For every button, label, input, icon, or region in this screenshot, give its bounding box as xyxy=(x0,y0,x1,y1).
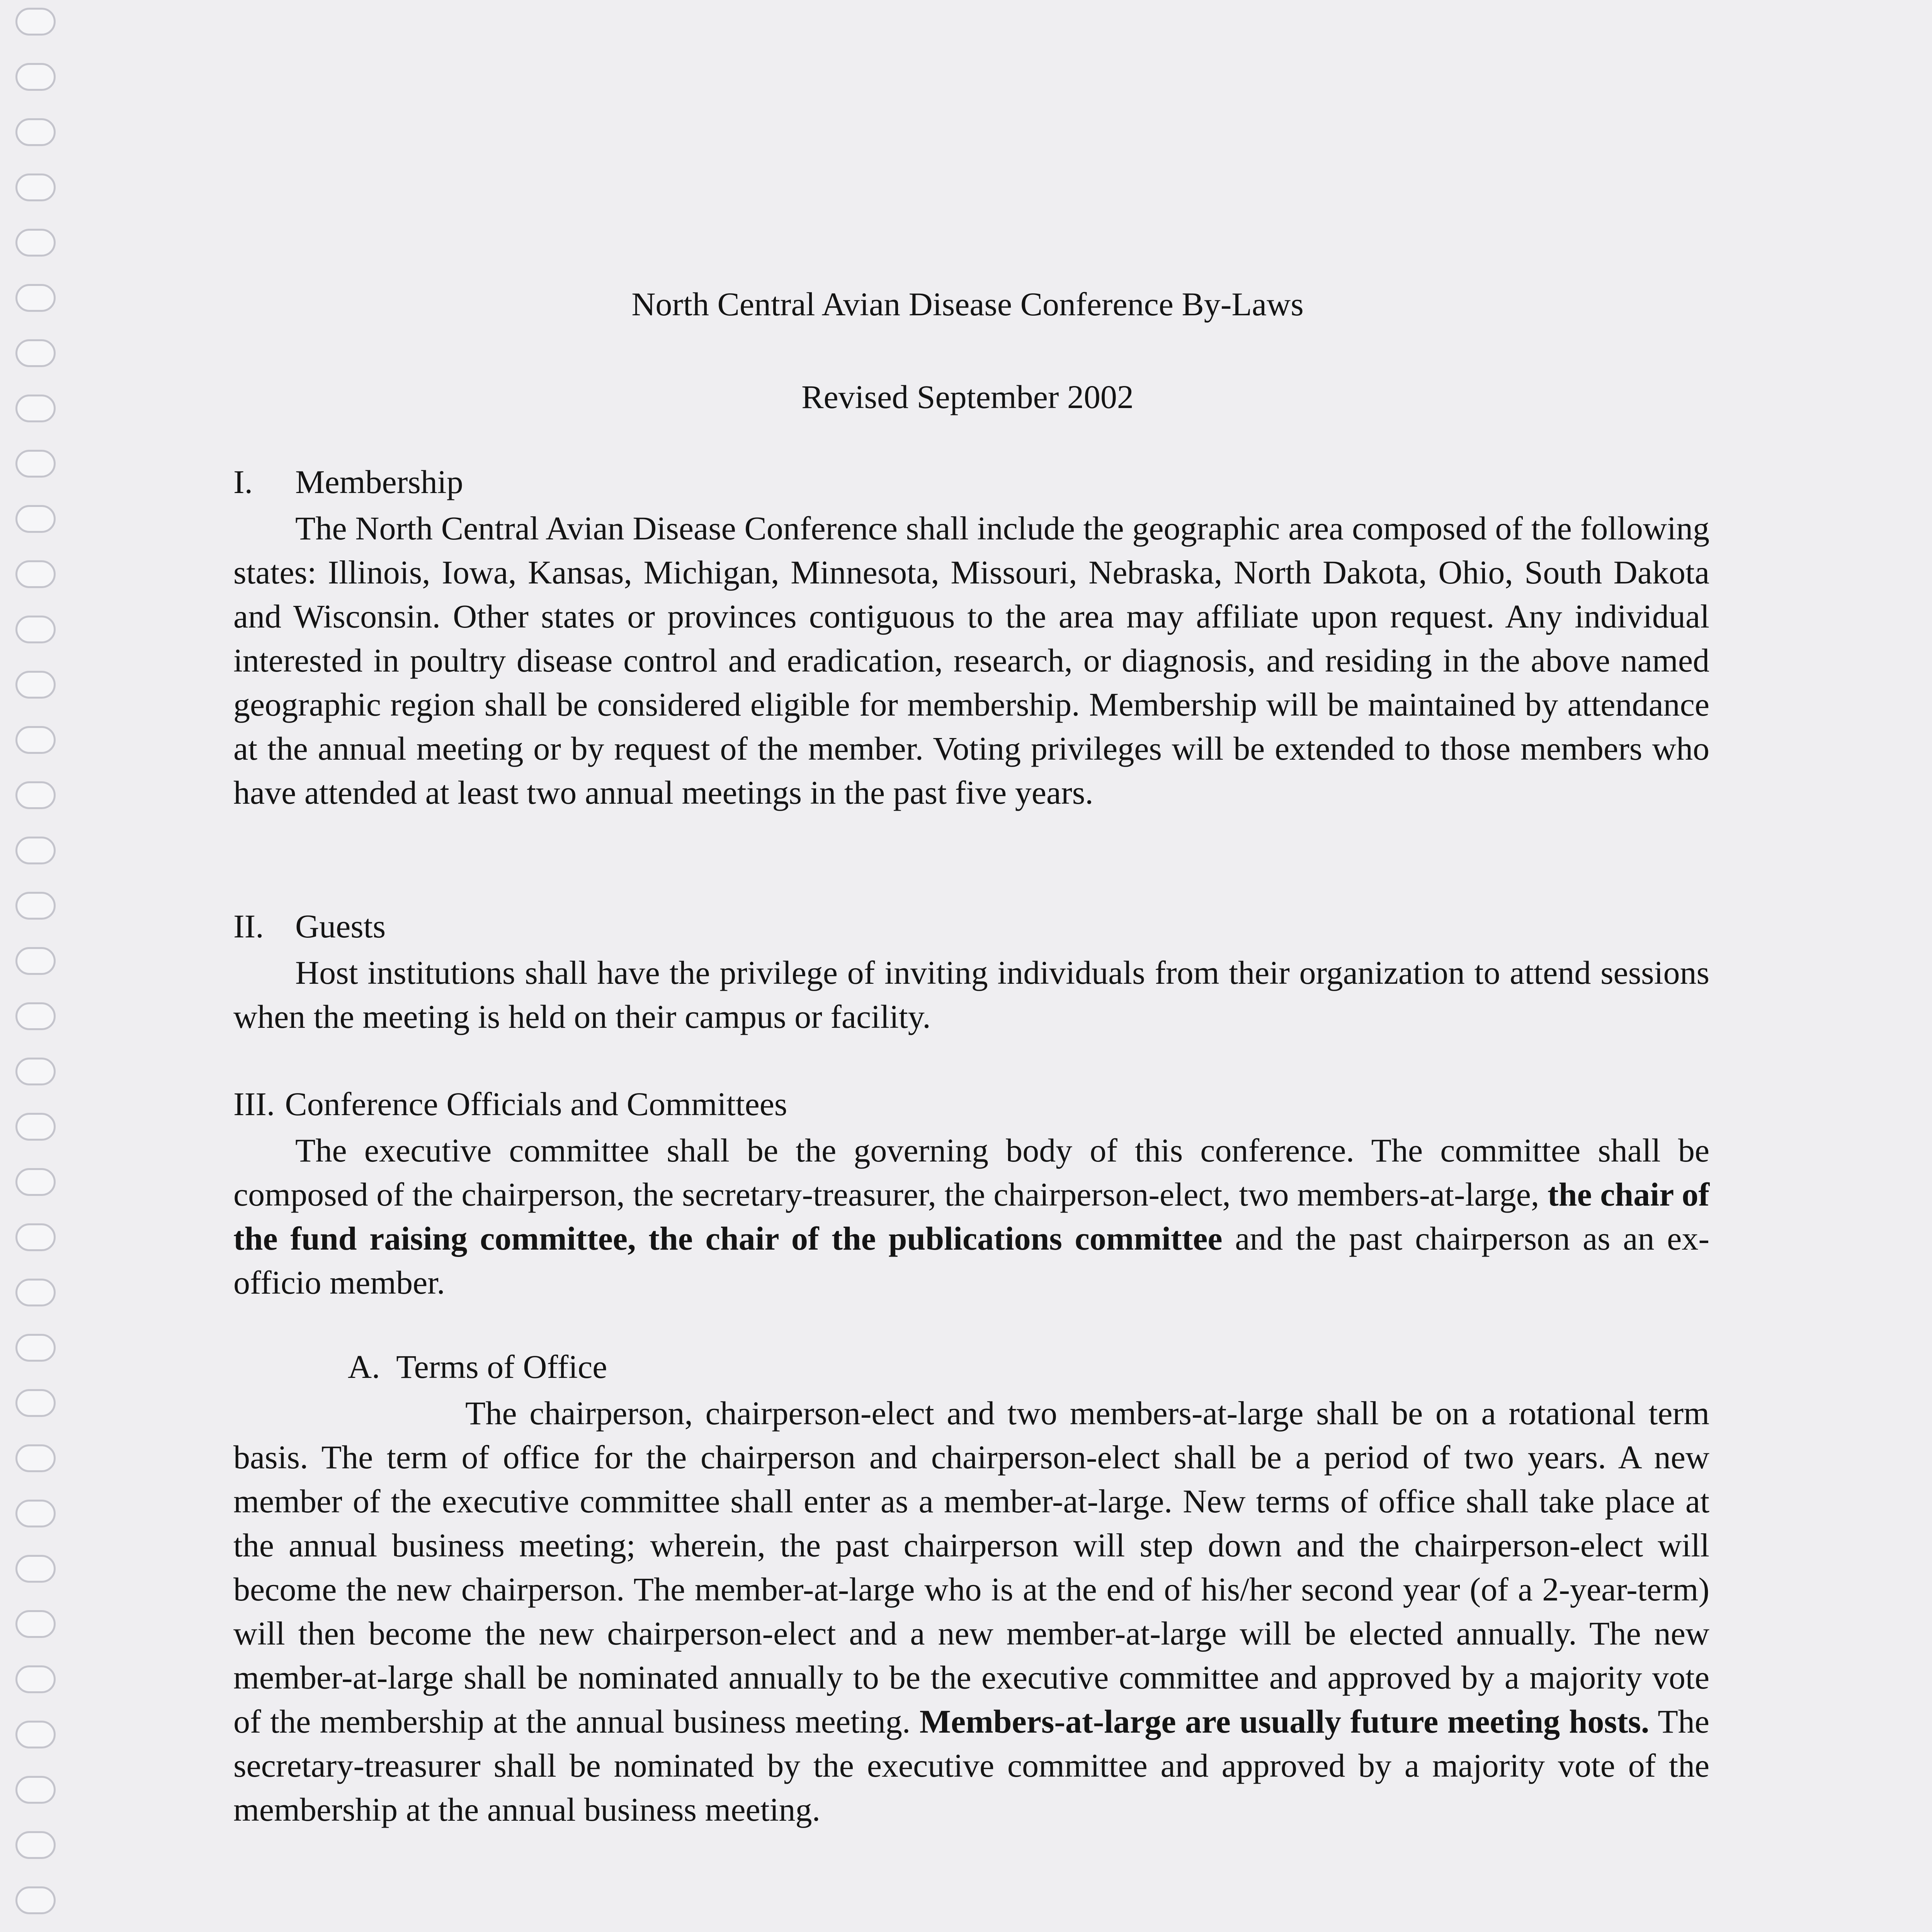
section-3-body-text-end: and the past chairperson as an ex-officio member. xyxy=(233,1220,1709,1301)
binding-hole xyxy=(15,173,56,201)
subsection-a-body-bold: Members-at-large are usually future meeting hosts. xyxy=(919,1703,1650,1740)
section-3-title: Conference Officials and Committees xyxy=(285,1085,787,1122)
binding-hole xyxy=(15,1500,56,1527)
subsection-a-body xyxy=(233,1391,1709,1832)
section-2-body: Host institutions shall have the privilege of inviting individuals from their organization to attend sessions when the meeting is held on their campus or facility. xyxy=(233,954,1709,1035)
section-3-body-text: The executive committee shall be the governing body of this conference. The committee shall be composed of the chairperson, the secretary-treasurer, the chairperson-elect, two members-at-large, xyxy=(233,1132,1709,1213)
binding-hole xyxy=(15,1555,56,1583)
binding-hole xyxy=(15,8,56,36)
binding-hole xyxy=(15,63,56,91)
subsection-a-body-text: The chairperson, chairperson-elect and two members-at-large shall be on a rotational term basis. The term of office for the chairperson and chairperson-elect shall be a period of two years. A new member of the executive committee shall enter as a member-at-large. New terms of office shall take place at the annual business meeting; wherein, the past chairperson will step down and the chairperson-elect will become the new chairperson. The member-at-large who is at the end of his/her second year (of a 2-year-term) will then become the new chairperson-elect and a new member-at-large will be elected annually. The new member-at-large shall be nominated annually to be the executive committee and approved by a majority vote of the membership at the annual business meeting. xyxy=(233,1395,1709,1740)
section-2-number: II. xyxy=(233,908,264,945)
subsection-a-label: A. xyxy=(348,1348,380,1385)
binding-hole xyxy=(15,505,56,533)
binding-hole xyxy=(15,1223,56,1251)
document-title: North Central Avian Disease Conference By-Laws xyxy=(631,286,1304,323)
section-3-body-bold: the chair of the fund raising committee, the chair of the publications committee xyxy=(233,1176,1709,1257)
section-3-heading xyxy=(233,1082,787,1126)
section-3-number: III. xyxy=(233,1085,275,1122)
binding-hole xyxy=(15,118,56,146)
binding-hole xyxy=(15,671,56,699)
binding-hole xyxy=(15,1113,56,1141)
section-2-title: Guests xyxy=(295,908,386,945)
section-1-number: I. xyxy=(233,463,253,500)
binding-hole xyxy=(15,1058,56,1085)
document-subtitle: Revised September 2002 xyxy=(801,378,1134,415)
binding-hole xyxy=(15,560,56,588)
binding-hole xyxy=(15,1334,56,1362)
binding-hole xyxy=(15,892,56,920)
subsection-a-body-text-end: The secretary-treasurer shall be nominated by the executive committee and approved by a majority vote of the membership at the annual business meeting. xyxy=(233,1703,1709,1828)
subsection-a-title: Terms of Office xyxy=(396,1348,607,1385)
section-3-body xyxy=(233,1128,1709,1304)
binding-hole xyxy=(15,1610,56,1638)
binding-hole xyxy=(15,450,56,478)
binding-hole xyxy=(15,726,56,754)
binding-hole xyxy=(15,1444,56,1472)
binding-hole xyxy=(15,837,56,864)
binding-hole xyxy=(15,1002,56,1030)
binding-hole xyxy=(15,1721,56,1748)
binding-hole xyxy=(15,339,56,367)
section-1-heading xyxy=(233,460,463,504)
binding-hole xyxy=(15,1665,56,1693)
binding-hole xyxy=(15,1886,56,1914)
section-1-title: Membership xyxy=(295,463,463,500)
binding-hole xyxy=(15,616,56,643)
binding-hole xyxy=(15,947,56,975)
binding-hole xyxy=(15,1389,56,1417)
binding-hole xyxy=(15,1776,56,1804)
subsection-a-heading xyxy=(348,1345,607,1389)
binding-hole xyxy=(15,1831,56,1859)
binding-hole xyxy=(15,229,56,257)
binding-hole xyxy=(15,1279,56,1306)
section-2-heading xyxy=(233,904,386,948)
binding-hole xyxy=(15,781,56,809)
section-1-body: The North Central Avian Disease Conference shall include the geographic area composed of the following states: Illinois, Iowa, Kansas, Michigan, Minnesota, Missouri, Nebraska, North Dakota, Ohio, South Dakota and Wisconsin. Other states or provinces contiguous to the area may affiliate upon request. Any individual interested in poultry disease control and eradication, research, or diagnosis, and residing in the above named geographic region shall be considered eligible for membership. Membership will be maintained by attendance at the annual meeting or by request of the member. Voting privileges will be extended to those members who have attended at least two annual meetings in the past five years. xyxy=(233,510,1709,811)
binding-hole xyxy=(15,1168,56,1196)
